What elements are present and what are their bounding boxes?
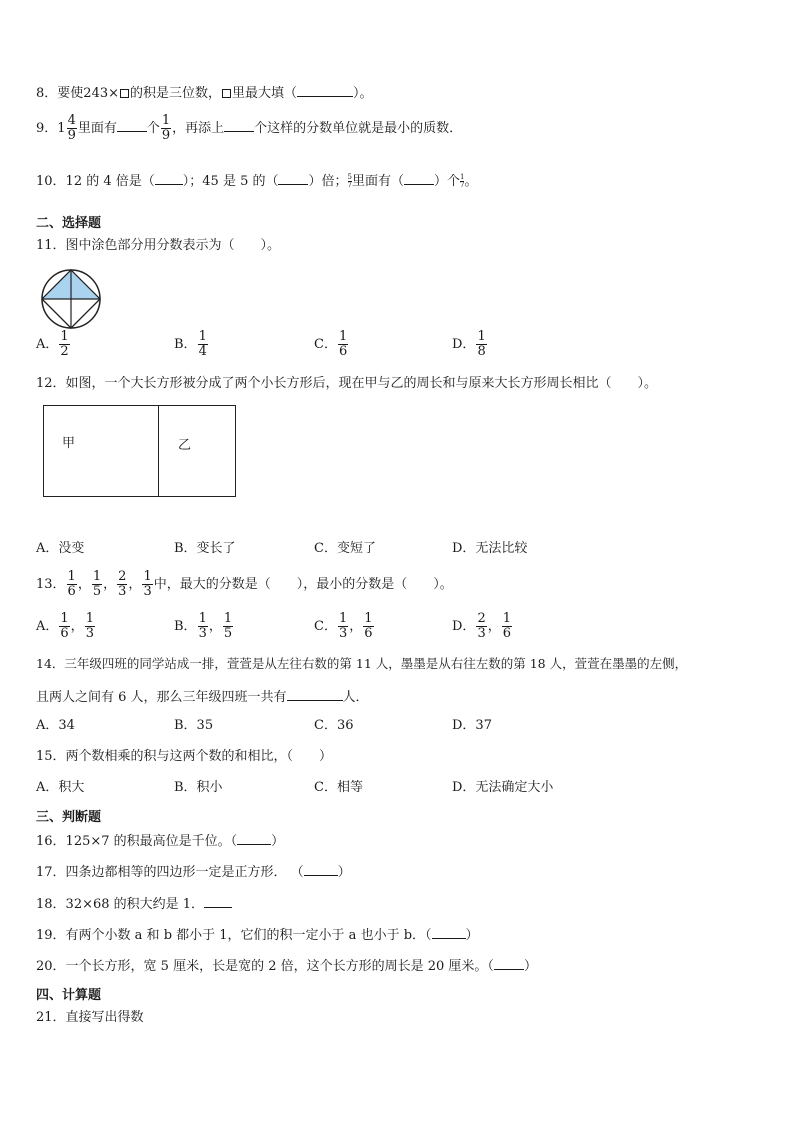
- question-15: 15．两个数相乘的积与这两个数的和相比，（ ）: [36, 749, 333, 764]
- square-box-icon: [222, 89, 231, 98]
- q11-option-b[interactable]: B． $\frac{1}{4}$: [174, 329, 207, 359]
- question-14-line-2: 且两人之间有 6 人，那么三年级四班一共有 人．: [36, 690, 369, 705]
- q12-option-b[interactable]: B．变长了: [174, 541, 236, 556]
- q12-option-a[interactable]: A．没变: [36, 541, 85, 556]
- q14-option-c[interactable]: C．36: [314, 718, 354, 733]
- answer-blank[interactable]: [297, 84, 353, 97]
- q12-option-d[interactable]: D．无法比较: [452, 541, 528, 556]
- q15-option-b[interactable]: B．积小: [174, 780, 223, 795]
- section-judge-heading: 三、判断题: [36, 810, 102, 825]
- question-19: 19．有两个小数 a 和 b 都小于 1，它们的积一定小于 a 也小于 b．（ ）: [36, 928, 479, 943]
- question-14-line-1: 14．三年级四班的同学站成一排，萱萱是从左往右数的第 11 人，墨墨是从右往左数的第 18 人，萱萱在墨墨的左侧，: [36, 656, 688, 671]
- answer-blank[interactable]: [117, 119, 147, 132]
- answer-blank[interactable]: [155, 172, 183, 185]
- q11-option-a[interactable]: A． $\frac{1}{2}$: [36, 329, 69, 359]
- question-8: 8．要使243× 的积是三位数， 里最大填（ ）。: [36, 86, 373, 101]
- q11-option-c[interactable]: C． $\frac{1}{6}$: [314, 329, 348, 359]
- divider-line: [158, 406, 159, 496]
- question-20: 20．一个长方形，宽 5 厘米，长是宽的 2 倍，这个长方形的周长是 20 厘米。（ ）: [36, 959, 537, 974]
- section-choice-heading: 二、选择题: [36, 216, 102, 231]
- answer-blank[interactable]: [432, 926, 466, 939]
- q11-option-d[interactable]: D． $\frac{1}{8}$: [452, 329, 486, 359]
- question-18: 18．32×68 的积大约是 1．: [36, 895, 232, 913]
- q13-option-a[interactable]: A． $\frac{1}{6}$ ， $\frac{1}{3}$: [36, 611, 94, 641]
- q13-option-c[interactable]: C． $\frac{1}{3}$ ， $\frac{1}{6}$: [314, 611, 373, 641]
- answer-blank[interactable]: [224, 119, 254, 132]
- small-fraction: $\frac{1}{7}$: [460, 173, 465, 189]
- q13-option-b[interactable]: B． $\frac{1}{3}$ ， $\frac{1}{5}$: [174, 611, 233, 641]
- answer-blank[interactable]: [278, 172, 308, 185]
- question-9: 9．1 $\frac{4}{9}$ 里面有 个 $\frac{1}{9}$ ，再添上 个这样的分数单位就是最小的质数．: [36, 113, 463, 143]
- answer-blank[interactable]: [404, 172, 434, 185]
- mixed-number: 1 $\frac{4}{9}$: [57, 113, 76, 143]
- q14-option-b[interactable]: B．35: [174, 718, 214, 733]
- answer-blank[interactable]: [237, 832, 271, 845]
- question-12: 12．如图，一个大长方形被分成了两个小长方形后，现在甲与乙的周长和与原来大长方形周长相比（ ）。: [36, 376, 658, 391]
- question-17: 17．四条边都相等的四边形一定是正方形． （ ）: [36, 865, 351, 880]
- q12-option-c[interactable]: C．变短了: [314, 541, 376, 556]
- q14-option-d[interactable]: D．37: [452, 718, 492, 733]
- q15-option-d[interactable]: D．无法确定大小: [452, 780, 554, 795]
- fraction: $\frac{1}{9}$: [161, 113, 171, 143]
- q15-option-c[interactable]: C．相等: [314, 780, 363, 795]
- label-jia: 甲: [62, 436, 76, 451]
- q15-option-a[interactable]: A．积大: [36, 780, 85, 795]
- q13-option-d[interactable]: D． $\frac{2}{3}$ ， $\frac{1}{6}$: [452, 611, 512, 641]
- answer-blank[interactable]: [304, 863, 338, 876]
- q14-option-a[interactable]: A．34: [36, 718, 75, 733]
- question-11: 11．图中涂色部分用分数表示为（ ）。: [36, 238, 281, 253]
- answer-blank[interactable]: [204, 895, 232, 908]
- square-box-icon: [120, 89, 129, 98]
- big-rectangle: [43, 405, 236, 497]
- question-21: 21．直接写出得数: [36, 1010, 144, 1025]
- circle-square-figure: [40, 268, 102, 330]
- question-13: 13． $\frac{1}{6}$ ， $\frac{1}{5}$ ， $\frac{2}{3}$ ， $\frac{1}{3}$ 中，最大的分数是（ ），最小的分数是（ ）。: [36, 569, 453, 599]
- question-16: 16．125×7 的积最高位是千位。（ ）: [36, 834, 285, 849]
- section-calc-heading: 四、计算题: [36, 988, 102, 1003]
- label-yi: 乙: [178, 438, 192, 453]
- answer-blank[interactable]: [287, 688, 343, 701]
- answer-blank[interactable]: [494, 957, 524, 970]
- small-fraction: $\frac{5}{7}$: [347, 173, 352, 189]
- question-10: 10．12 的 4 倍是（ ）；45 是 5 的（ ）倍； $\frac{5}{7}$ 里面有（ ）个 $\frac{1}{7}$ 。: [36, 173, 478, 189]
